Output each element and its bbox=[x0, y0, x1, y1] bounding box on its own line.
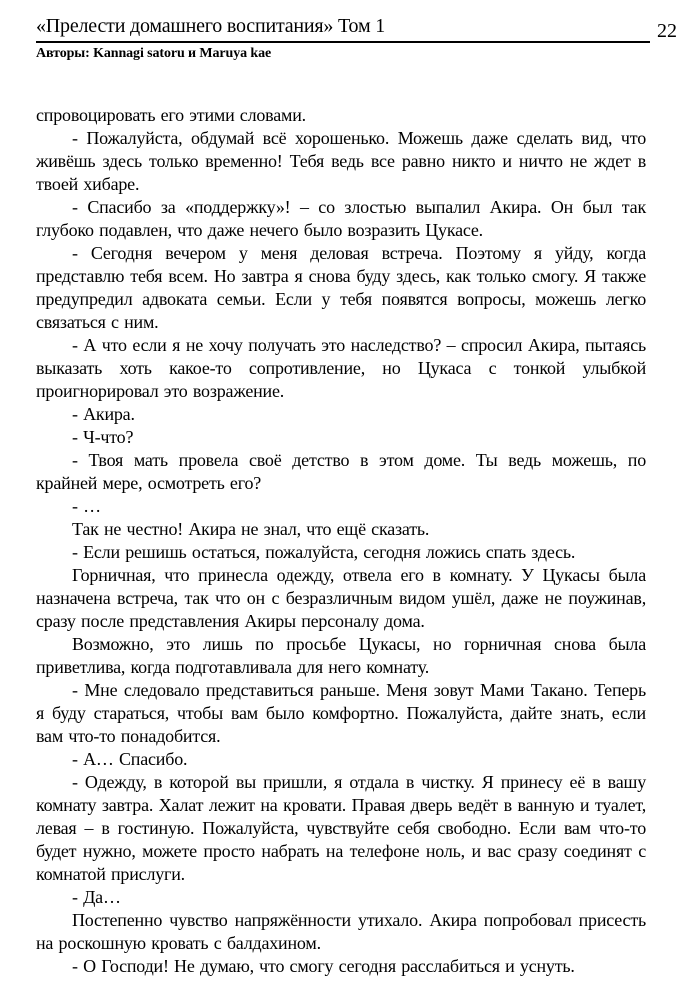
book-title: «Прелести домашнего воспитания» Том 1 bbox=[36, 15, 386, 37]
paragraph: - Акира. bbox=[72, 404, 135, 424]
paragraph: - Спасибо за «поддержку»! – со злостью выпалил Акира. Он был так глубоко подавлен, что даже нечего было возразить Цукасе. bbox=[36, 197, 646, 240]
paragraph: - А что если я не хочу получать это наследство? – спросил Акира, пытаясь выказать хоть какое-то сопротивление, но Цукаса с тонкой улыбкой проигнорировал это возражение. bbox=[36, 335, 646, 401]
paragraph: Горничная, что принесла одежду, отвела его в комнату. У Цукасы была назначена встреча, так что он с безразличным видом ушёл, даже не поужинав, сразу после представления Акиры персоналу дома. bbox=[36, 565, 646, 631]
paragraph: - Да… bbox=[72, 887, 121, 907]
paragraph: Постепенно чувство напряжённости утихало. Акира попробовал присесть на роскошную кровать с балдахином. bbox=[36, 910, 646, 953]
paragraph: - Мне следовало представиться раньше. Меня зовут Мами Такано. Теперь я буду стараться, чтобы вам было комфортно. Пожалуйста, дайте знать, если вам что-то понадобится. bbox=[36, 680, 646, 746]
header-rule bbox=[36, 14, 650, 43]
paragraph: - Если решишь остаться, пожалуйста, сегодня ложись спать здесь. bbox=[72, 542, 576, 562]
paragraph: - Сегодня вечером у меня деловая встреча. Поэтому я уйду, когда представлю тебя всем. Но завтра я снова буду здесь, как только смогу. Я также предупредил адвоката семьи. Если у тебя появятся вопросы, можешь легко связаться с ним. bbox=[36, 243, 646, 332]
paragraph: - … bbox=[72, 496, 101, 516]
header-row bbox=[36, 14, 677, 43]
paragraph: - О Господи! Не думаю, что смогу сегодня расслабиться и уснуть. bbox=[72, 956, 575, 976]
paragraph: - Пожалуйста, обдумай всё хорошенько. Можешь даже сделать вид, что живёшь здесь только временно! Тебя ведь все равно никто и ничто не ждет в твоей хибаре. bbox=[36, 128, 646, 194]
authors-line: Авторы: Kannagi satoru и Maruya kae bbox=[36, 46, 272, 61]
paragraph: - Твоя мать провела своё детство в этом доме. Ты ведь можешь, по крайней мере, осмотреть его? bbox=[36, 450, 646, 493]
page-body bbox=[36, 104, 646, 978]
page-number: 22 bbox=[657, 20, 677, 42]
paragraph: - А… Спасибо. bbox=[72, 749, 188, 769]
paragraph: Возможно, это лишь по просьбе Цукасы, но горничная снова была приветлива, когда подготавливала для него комнату. bbox=[36, 634, 646, 677]
paragraph: - Ч-что? bbox=[72, 427, 134, 447]
paragraph: спровоцировать его этими словами. bbox=[36, 105, 306, 125]
paragraph: Так не честно! Акира не знал, что ещё сказать. bbox=[72, 519, 430, 539]
page-header bbox=[36, 14, 677, 62]
paragraph: - Одежду, в которой вы пришли, я отдала в чистку. Я принесу её в вашу комнату завтра. Халат лежит на кровати. Правая дверь ведёт в ванную и туалет, левая – в гостиную. Пожалуйста, чувствуйте себя свободно. Если вам что-то будет нужно, можете просто набрать на телефоне ноль, и вас сразу соединят с комнатой прислуги. bbox=[36, 772, 646, 884]
